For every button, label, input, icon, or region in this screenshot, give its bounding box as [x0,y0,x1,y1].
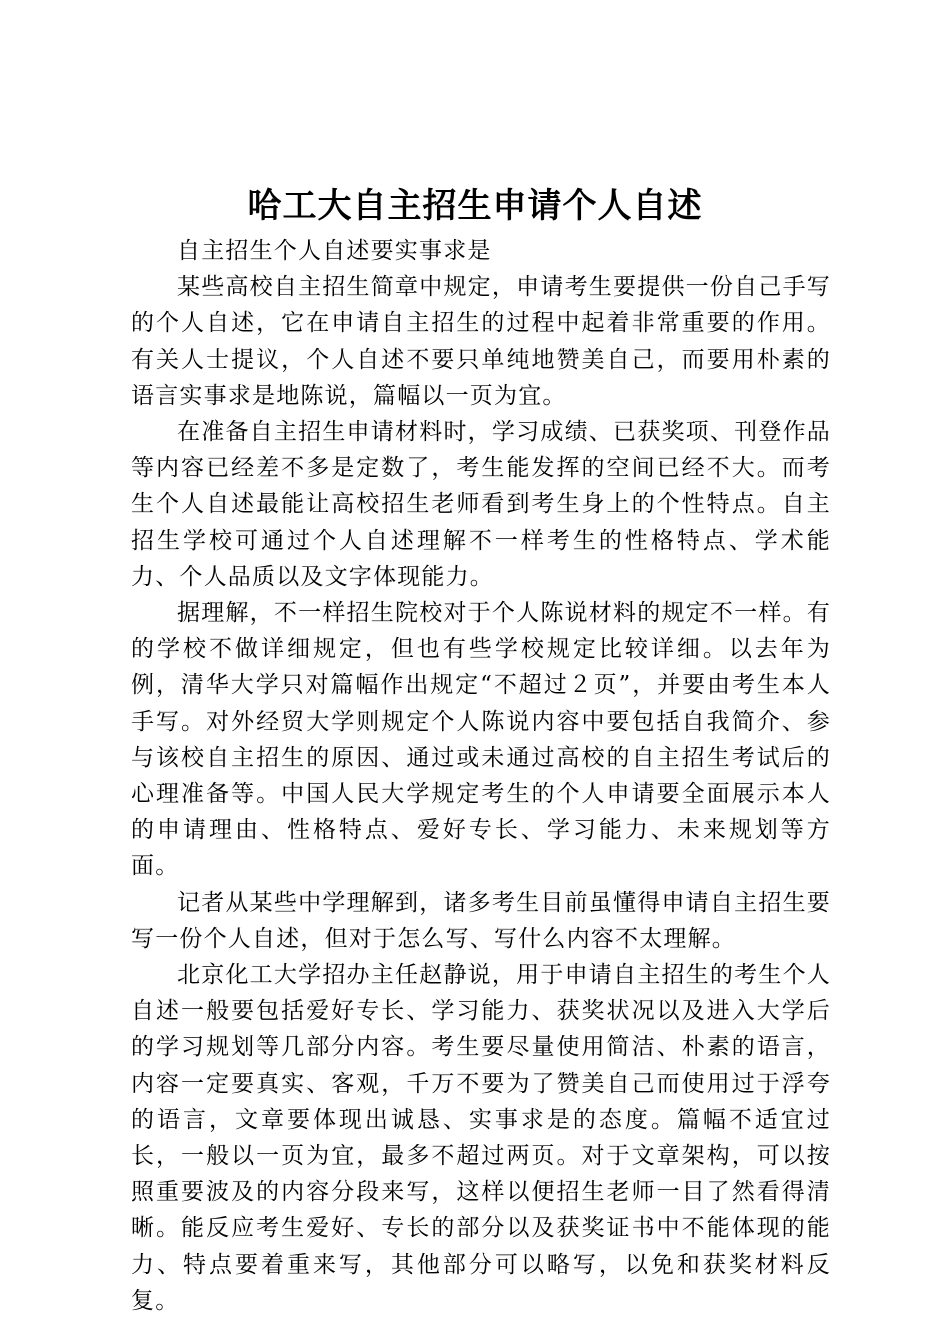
paragraph: 据理解，不一样招生院校对于个人陈说材料的规定不一样。有的学校不做详细规定，但也有些学校规定比较详细。以去年为例，清华大学只对篇幅作出规定“不超过２页”，并要由考生本人手写。对外经贸大学则规定个人陈说内容中要包括自我简介、参与该校自主招生的原因、通过或未通过高校的自主招生考试后的心理准备等。中国人民大学规定考生的个人申请要全面展示本人的申请理由、性格特点、爱好专长、学习能力、未来规划等方面。 [131,600,831,880]
document-title: 哈工大自主招生申请个人自述 [247,186,703,226]
paragraph: 记者从某些中学理解到，诸多考生目前虽懂得申请自主招生要写一份个人自述，但对于怎么写、写什么内容不太理解。 [131,889,831,952]
paragraph-subtitle: 自主招生个人自述要实事求是 [177,238,492,264]
paragraph: 在准备自主招生申请材料时，学习成绩、已获奖项、刊登作品等内容已经差不多是定数了，考生能发挥的空间已经不大。而考生个人自述最能让高校招生老师看到考生身上的个性特点。自主招生学校可通过个人自述理解不一样考生的性格特点、学术能力、个人品质以及文字体现能力。 [131,419,831,590]
paragraph: 北京化工大学招办主任赵静说，用于申请自主招生的考生个人自述一般要包括爱好专长、学习能力、获奖状况以及进入大学后的学习规划等几部分内容。考生要尽量使用简洁、朴素的语言，内容一定要真实、客观，千万不要为了赞美自己而使用过于浮夸的语言，文章要体现出诚恳、实事求是的态度。篇幅不适宜过长，一般以一页为宜，最多不超过两页。对于文章架构，可以按照重要波及的内容分段来写，这样以便招生老师一目了然看得清晰。能反应考生爱好、专长的部分以及获奖证书中不能体现的能力、特点要着重来写，其他部分可以略写，以免和获奖材料反复。 [131,962,831,1314]
paragraph: 某些高校自主招生简章中规定，申请考生要提供一份自己手写的个人自述，它在申请自主招生的过程中起着非常重要的作用。有关人士提议，个人自述不要只单纯地赞美自己，而要用朴素的语言实事求是地陈说，篇幅以一页为宜。 [131,274,831,409]
document-body [131,233,831,1319]
